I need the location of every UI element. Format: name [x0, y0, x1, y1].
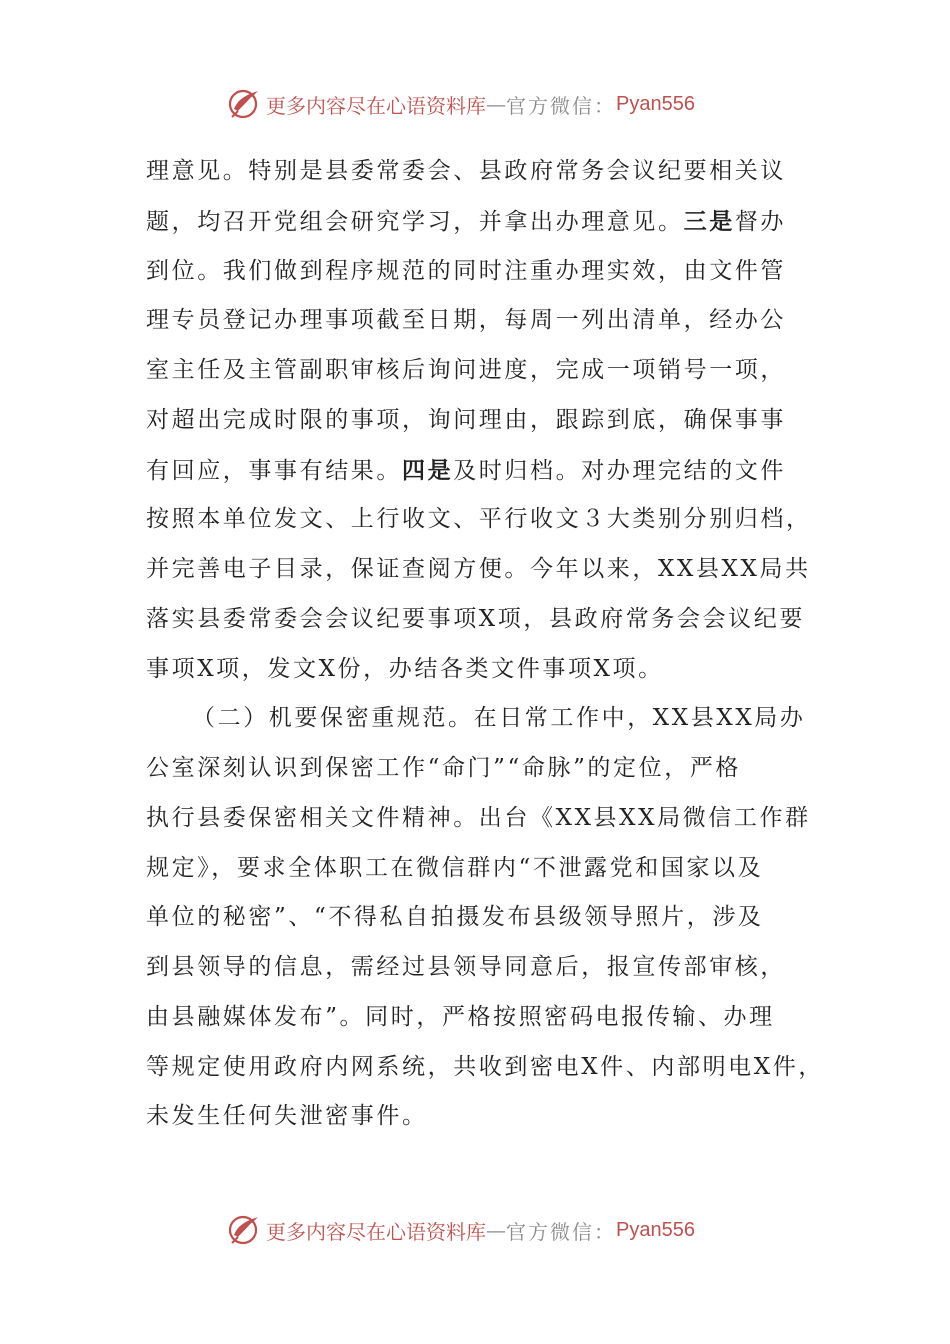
footer-wechat-id: Pyan556 — [616, 1218, 695, 1241]
header-site-text: 更多内容尽在心语资料库 — [266, 93, 486, 118]
footer-banner — [228, 1210, 748, 1250]
header-wechat-id: Pyan556 — [616, 92, 695, 115]
text-line: 室主任及主管副职审核后询问进度，完成一项销号一项， — [146, 357, 786, 383]
text-line: 按照本单位发文、上行收文、平行收文３大类别分别归档， — [146, 506, 812, 533]
text-line: 到位。我们做到程序规范的同时注重办理实效，由文件管 — [146, 257, 786, 284]
text-line: 理专员登记办理事项截至日期，每周一列出清单，经办公 — [146, 307, 786, 334]
text-line: 由县融媒体发布”。同时，严格按照密码电报传输、办理 — [146, 1003, 775, 1030]
text-line: 对超出完成时限的事项，询问理由，跟踪到底，确保事事 — [146, 406, 786, 433]
text-line: 公室深刻认识到保密工作“命门”“命脉”的定位，严格 — [146, 755, 742, 781]
footer-wechat-label: 官方微信： — [506, 1219, 616, 1244]
bold-marker: 四是 — [402, 456, 454, 484]
text-line — [146, 446, 826, 496]
quill-logo-icon — [228, 1213, 262, 1247]
section-heading-line: （二）机要保密重规范。在日常工作中，XX县XX局办 — [192, 705, 806, 732]
text-line: 规定》，要求全体职工在微信群内“不泄露党和国家以及 — [146, 854, 764, 881]
text-line: 未发生任何失泄密事件。 — [146, 1103, 428, 1130]
text-line — [146, 197, 826, 247]
text-line: 落实县委常委会会议纪要事项X项，县政府常务会会议纪要 — [146, 605, 805, 632]
text-segment: 题，均召开党组会研究学习，并拿出办理意见。 — [146, 208, 684, 235]
text-line: 执行县委保密相关文件精神。出台《XX县XX局微信工作群 — [146, 804, 811, 831]
text-line: 等规定使用政府内网系统，共收到密电X件、内部明电X件， — [146, 1053, 824, 1080]
text-line: 事项X项，发文X份，办结各类文件事项X项。 — [146, 655, 664, 682]
quill-logo-icon — [228, 87, 262, 121]
footer-site-text: 更多内容尽在心语资料库 — [266, 1219, 486, 1244]
text-line: 到县领导的信息，需经过县领导同意后，报宣传部审核， — [146, 954, 786, 980]
text-segment: 及时归档。对办理完结的文件 — [453, 457, 787, 484]
text-segment: 有回应，事事有结果。 — [146, 457, 402, 484]
footer-separator: — — [486, 1218, 506, 1242]
bold-marker: 三是 — [683, 207, 735, 235]
header-wechat-label: 官方微信： — [506, 93, 616, 118]
text-line: 理意见。特别是县委常委会、县政府常务会议纪要相关议 — [146, 158, 786, 184]
header-banner — [228, 84, 748, 124]
text-line: 单位的秘密”、“不得私自拍摄发布县级领导照片，涉及 — [146, 904, 764, 931]
text-line: 并完善电子目录，保证查阅方便。今年以来，XX县XX局共 — [146, 556, 811, 582]
document-body — [146, 147, 826, 1142]
text-segment: 督办 — [734, 208, 787, 235]
header-separator: — — [486, 92, 506, 116]
